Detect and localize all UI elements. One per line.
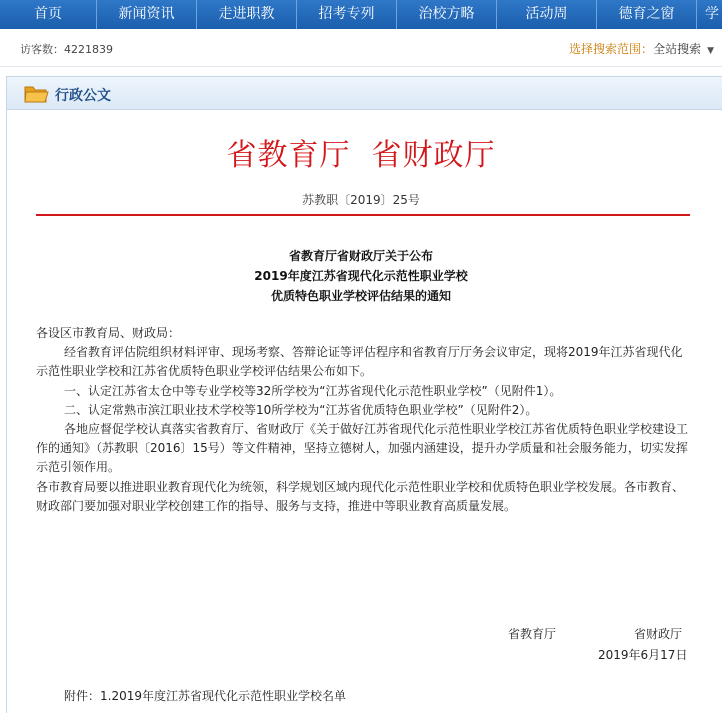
signer-finance-dept: 省财政厅 (634, 627, 683, 641)
nav-admission[interactable]: 招考专列 (297, 0, 397, 29)
attachment-link[interactable]: 附件：1.2019年度江苏省现代化示范性职业学校名单 (64, 689, 346, 703)
document-title-line: 2019年度江苏省现代化示范性职业学校 (254, 269, 468, 283)
document-title-line: 省教育厅省财政厅关于公布 (288, 249, 433, 263)
search-range-label: 选择搜索范围： (569, 42, 654, 56)
body-paragraph: 各地应督促学校认真落实省教育厅、省财政厅《关于做好江苏省现代化示范性职业学校江苏省优质特色职业学校建设工作的通知》（苏教职〔2016〕15号）等文件精神，坚持立德树人，加强内涵建设，提升办学质量和社会服务能力，切实发挥示范引领作用。 (36, 422, 689, 475)
nav-moral-education[interactable]: 德育之窗 (597, 0, 697, 29)
panel-title: 行政公文 (55, 88, 111, 104)
info-bar (0, 29, 722, 67)
panel-header (7, 77, 722, 110)
issuing-organizations: 省教育厅 省财政厅 (226, 138, 496, 173)
visitor-count: 4221839 (64, 43, 113, 56)
search-range-value[interactable]: 全站搜索 (653, 42, 702, 56)
chevron-down-icon[interactable]: ▼ (707, 46, 714, 56)
nav-news[interactable]: 新闻资讯 (97, 0, 197, 29)
visitor-counter (20, 41, 113, 57)
document-number: 苏教职〔2019〕25号 (302, 193, 420, 207)
body-paragraph: 经省教育评估院组织材料评审、现场考察、答辩论证等评估程序和省教育厅厅务会议审定，现将2019年江苏省现代化示范性职业学校和江苏省优质特色职业学校评估结果公布如下。 (36, 345, 683, 379)
red-divider (36, 214, 690, 216)
nav-activity-week[interactable]: 活动周 (497, 0, 597, 29)
document-body (36, 324, 692, 516)
document-title-line: 优质特色职业学校评估结果的通知 (270, 289, 451, 303)
nav-governance[interactable]: 治校方略 (397, 0, 497, 29)
visitor-label: 访客数： (20, 43, 64, 56)
search-range-select[interactable] (569, 40, 714, 57)
body-paragraph: 各市教育局要以推进职业教育现代化为统领，科学规划区域内现代化示范性职业学校和优质特色职业学校发展。各市教育、财政部门要加强对职业学校创建工作的指导、服务与支持，推进中等职业教育高质量发展。 (36, 479, 685, 513)
nav-about[interactable]: 走进职教 (197, 0, 297, 29)
signer-education-dept: 省教育厅 (508, 627, 557, 641)
body-paragraph: 一、认定江苏省太仓中等专业学校等32所学校为“江苏省现代化示范性职业学校”（见附件1）。 (64, 383, 562, 398)
salutation: 各设区市教育局、财政局： (36, 326, 181, 340)
nav-home[interactable]: 首页 (0, 0, 97, 29)
document-title (0, 246, 722, 306)
body-paragraph: 二、认定常熟市滨江职业技术学校等10所学校为“江苏省优质特色职业学校”（见附件2）。 (64, 402, 538, 417)
folder-icon (23, 82, 49, 104)
nav-more[interactable]: 学 (705, 6, 719, 22)
issue-date: 2019年6月17日 (598, 648, 688, 662)
top-nav (0, 0, 722, 29)
